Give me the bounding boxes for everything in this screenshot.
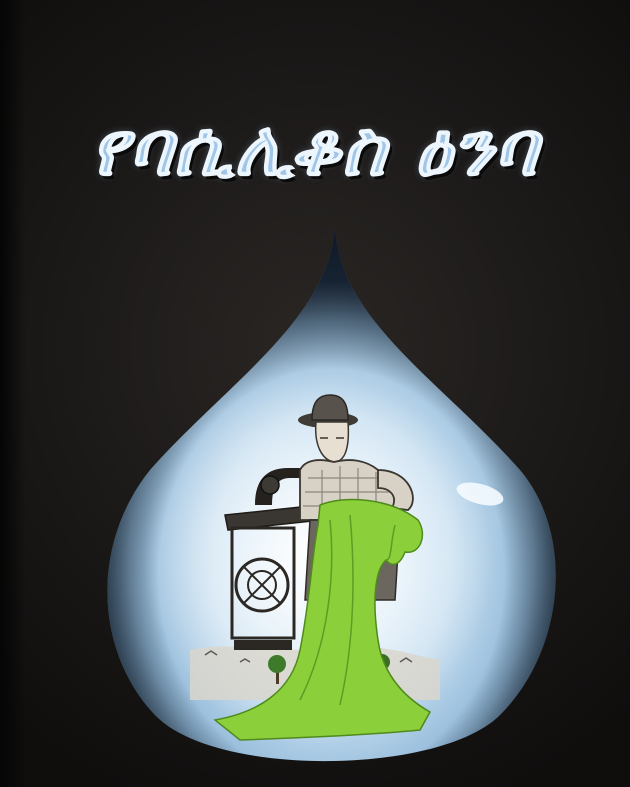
- book-title: የባሲሊቆስ ዕንባ: [91, 106, 539, 192]
